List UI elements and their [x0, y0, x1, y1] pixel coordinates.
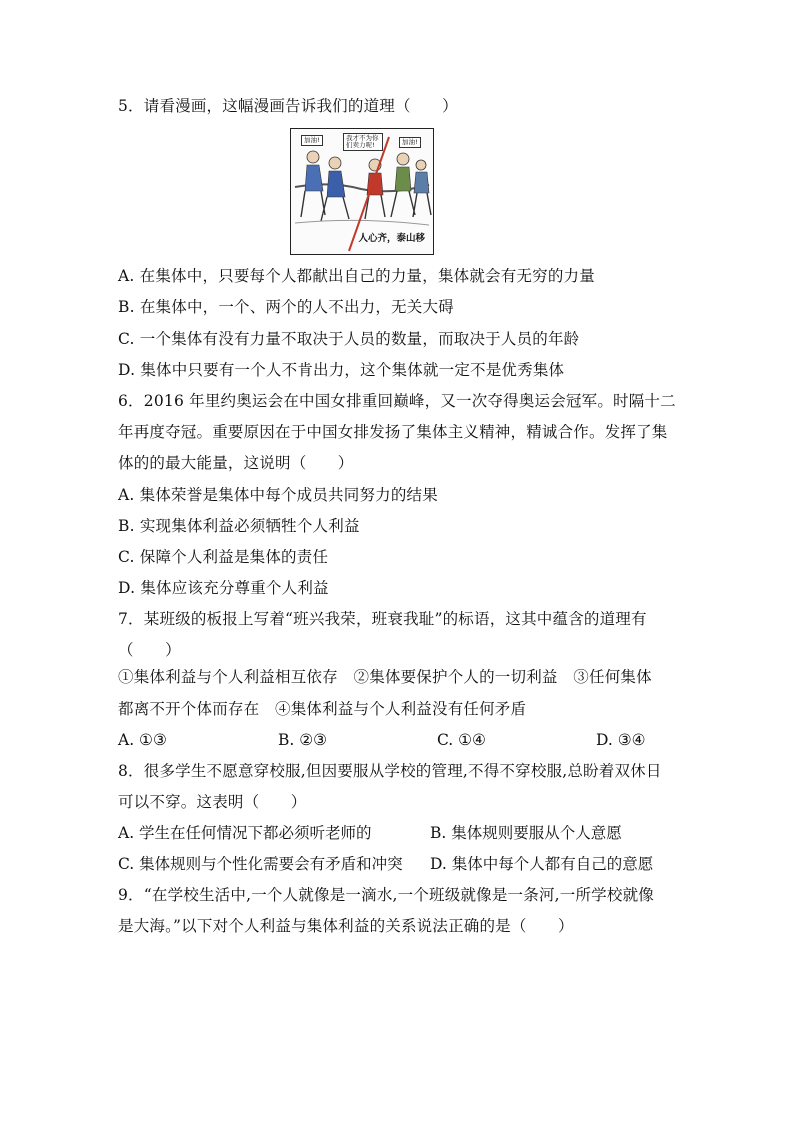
question-7-stem-line-1: 7．某班级的板报上写着“班兴我荣，班衰我耻”的标语，这其中蕴含的道理有: [118, 610, 647, 628]
question-6-option-c: C. 保障个人利益是集体的责任: [118, 548, 329, 566]
question-8-option-a: A. 学生在任何情况下都必须听老师的: [118, 824, 372, 842]
question-6-option-a: A. 集体荣誉是集体中每个成员共同努力的结果: [118, 486, 438, 504]
speech-bubble-middle: 我才不为你们卖力呢!: [343, 133, 383, 151]
question-7-statements-line-1: ①集体利益与个人利益相互依存 ②集体要保护个人的一切利益 ③任何集体: [118, 668, 652, 686]
question-5-stem: 5．请看漫画，这幅漫画告诉我们的道理（ ）: [118, 97, 458, 115]
question-6-stem-line-3: 体的的最大能量，这说明（ ）: [118, 454, 354, 472]
speech-bubble-right: 加油!: [399, 137, 421, 148]
question-5-option-a: A. 在集体中，只要每个人都献出自己的力量，集体就会有无穷的力量: [118, 267, 595, 285]
question-5-option-d: D. 集体中只要有一个人不肯出力，这个集体就一定不是优秀集体: [118, 361, 565, 379]
question-6-stem-line-2: 年再度夺冠。重要原因在于中国女排发扬了集体主义精神，精诚合作。发挥了集: [118, 423, 668, 441]
speech-bubble-left: 加油!: [301, 135, 323, 146]
question-7-option-a: A. ①③: [118, 731, 167, 749]
cartoon-caption: 人心齐，泰山移: [358, 233, 425, 244]
question-9-stem-line-2: 是大海。”以下对个人利益与集体利益的关系说法正确的是（ ）: [118, 917, 574, 935]
question-7-stem-line-2: （ ）: [118, 641, 181, 659]
question-5-option-c: C. 一个集体有没有力量不取决于人员的数量，而取决于人员的年龄: [118, 330, 580, 348]
question-8-stem-line-2: 可以不穿。这表明（ ）: [118, 793, 307, 811]
question-8-stem-line-1: 8．很多学生不愿意穿校服,但因要服从学校的管理,不得不穿校服,总盼着双休日: [118, 762, 662, 780]
question-6-stem-line-1: 6．2016 年里约奥运会在中国女排重回巅峰，又一次夺得奥运会冠军。时隔十二: [118, 392, 676, 410]
question-8-option-c: C. 集体规则与个性化需要会有矛盾和冲突: [118, 855, 403, 873]
question-5-option-b: B. 在集体中，一个、两个的人不出力，无关大碍: [118, 298, 454, 316]
question-8-option-d: D. 集体中每个人都有自己的意愿: [430, 855, 654, 873]
question-7-option-d: D. ③④: [596, 731, 646, 749]
question-8-option-b: B. 集体规则要服从个人意愿: [430, 824, 622, 842]
question-6-option-d: D. 集体应该充分尊重个人利益: [118, 579, 329, 597]
question-7-statements-line-2: 都离不开个体而存在 ④集体利益与个人利益没有任何矛盾: [118, 700, 527, 718]
question-7-option-c: C. ①④: [437, 731, 486, 749]
question-9-stem-line-1: 9．“在学校生活中,一个人就像是一滴水,一个班级就像是一条河,一所学校就像: [118, 886, 654, 904]
question-7-option-b: B. ②③: [278, 731, 328, 749]
question-6-option-b: B. 实现集体利益必须牺牲个人利益: [118, 517, 360, 535]
cartoon-figure: [290, 128, 434, 255]
